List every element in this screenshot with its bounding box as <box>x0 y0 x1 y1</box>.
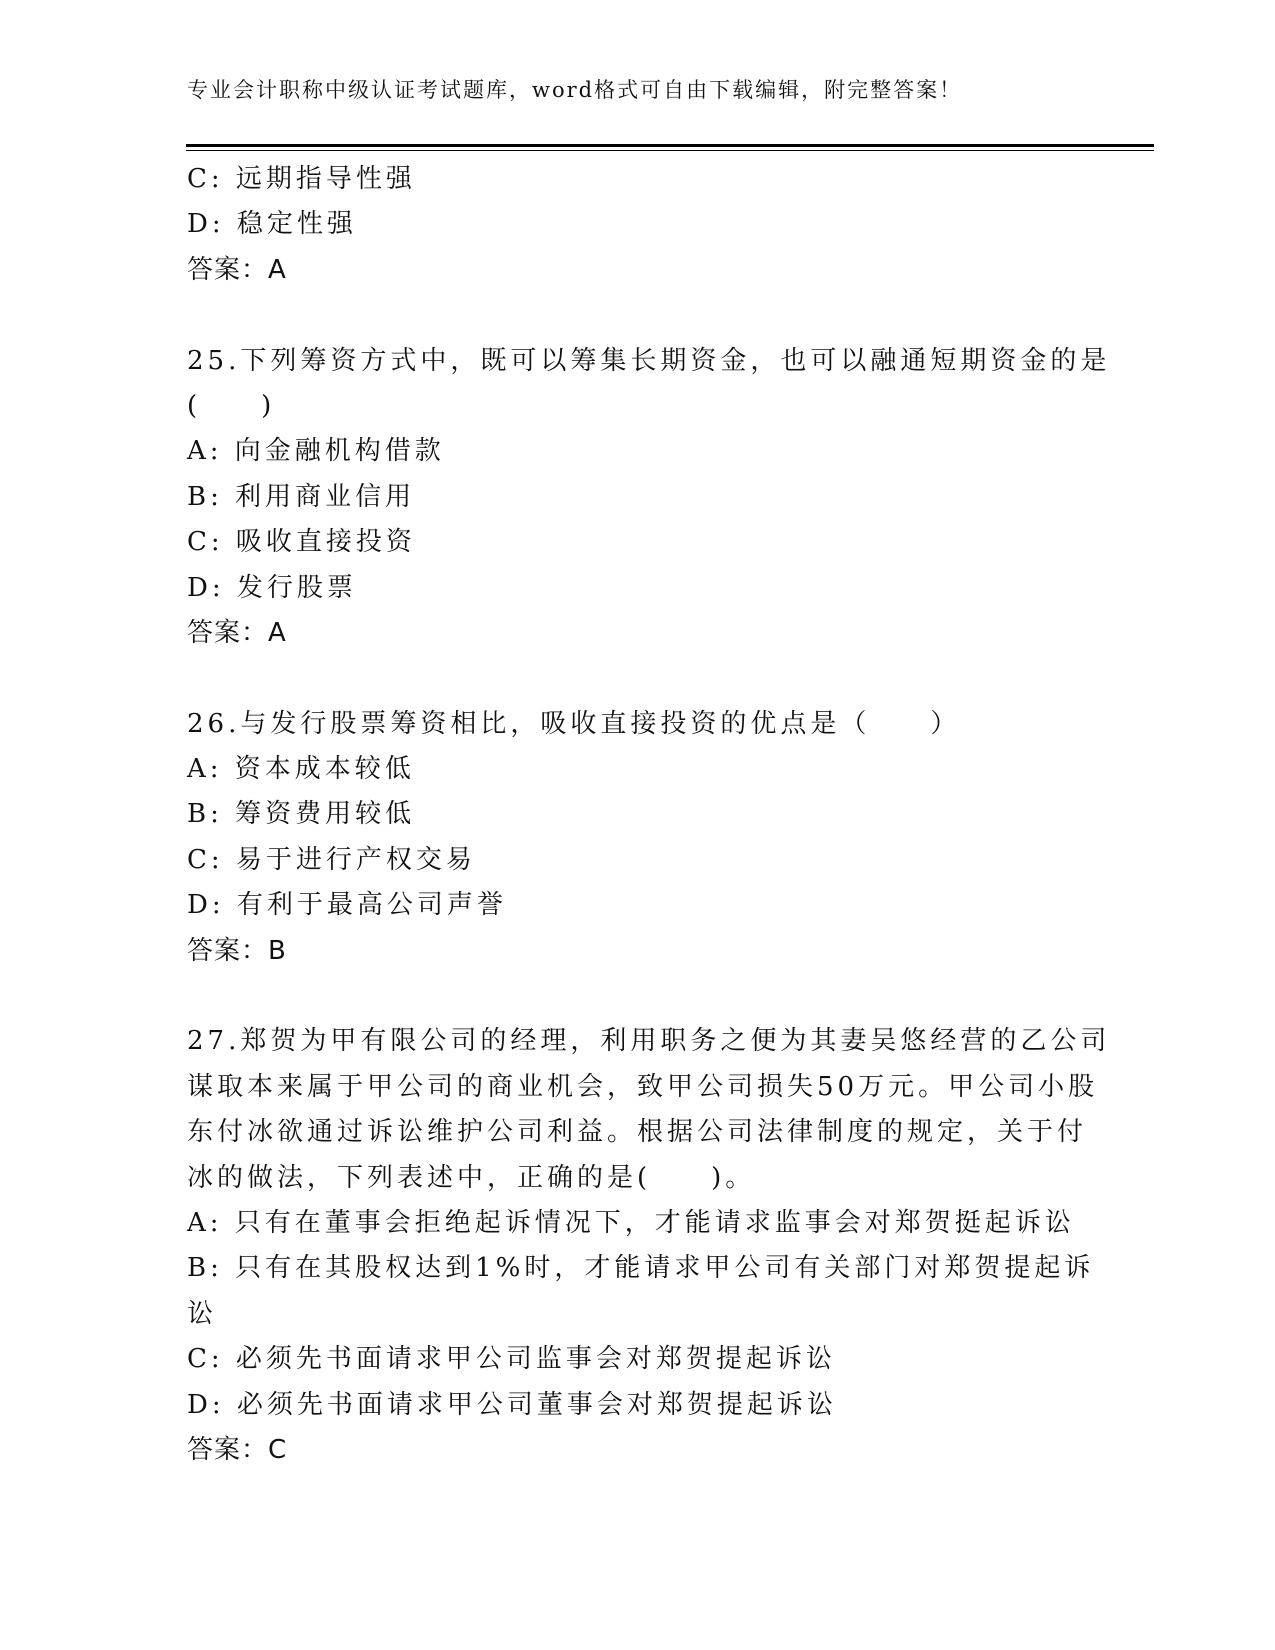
document-body <box>187 157 1111 1473</box>
question-stem-continued: 谋取本来属于甲公司的商业机会，致甲公司损失50万元。甲公司小股 <box>187 1071 1099 1102</box>
option-d: D: 有利于最高公司声誉 <box>187 890 507 921</box>
answer-line: 答案：B <box>187 935 287 966</box>
question-25 <box>187 339 1111 657</box>
option-a: A: 资本成本较低 <box>187 754 415 785</box>
option-b-continued: 讼 <box>187 1298 218 1329</box>
question-24 <box>187 157 1087 293</box>
question-stem: 26.与发行股票筹资相比，吸收直接投资的优点是（ ） <box>187 708 961 739</box>
spacer <box>187 974 1087 1019</box>
question-stem-continued: 东付冰欲通过诉讼维护公司利益。根据公司法律制度的规定，关于付 <box>187 1117 1088 1148</box>
question-stem: 27.郑贺为甲有限公司的经理，利用职务之便为其妻吴悠经营的乙公司 <box>187 1026 1111 1057</box>
page-header: 专业会计职称中级认证考试题库，word格式可自由下载编辑，附完整答案！ <box>187 78 963 102</box>
question-27 <box>187 1019 1111 1473</box>
option-c: C: 吸收直接投资 <box>187 527 416 558</box>
option-b: B: 筹资费用较低 <box>187 799 416 830</box>
answer-line: 答案：C <box>187 1434 288 1465</box>
option-c: C: 远期指导性强 <box>187 164 416 194</box>
answer-line: 答案：A <box>187 617 287 648</box>
option-c: C: 易于进行产权交易 <box>187 844 476 875</box>
option-b: B: 利用商业信用 <box>187 481 416 512</box>
option-d: D: 发行股票 <box>187 572 357 603</box>
header-rule-thin <box>186 150 1154 151</box>
option-a: A: 只有在董事会拒绝起诉情况下，才能请求监事会对郑贺挺起诉讼 <box>187 1207 1075 1238</box>
spacer <box>187 293 1087 338</box>
question-stem: 25.下列筹资方式中，既可以筹集长期资金，也可以融通短期资金的是 <box>187 345 1111 376</box>
spacer <box>187 656 1087 701</box>
option-d: D: 必须先书面请求甲公司董事会对郑贺提起诉讼 <box>187 1389 837 1420</box>
question-stem-continued: 冰的做法，下列表述中，正确的是( )。 <box>187 1162 756 1193</box>
question-stem-continued: ( ) <box>187 390 276 421</box>
question-26 <box>187 702 1087 974</box>
option-d: D: 稳定性强 <box>187 209 357 240</box>
header-rule-thick <box>186 144 1154 147</box>
option-a: A: 向金融机构借款 <box>187 436 445 467</box>
option-c: C: 必须先书面请求甲公司监事会对郑贺提起诉讼 <box>187 1344 836 1375</box>
answer-line: 答案：A <box>187 254 287 285</box>
option-b: B: 只有在其股权达到1%时，才能请求甲公司有关部门对郑贺提起诉 <box>187 1253 1095 1284</box>
